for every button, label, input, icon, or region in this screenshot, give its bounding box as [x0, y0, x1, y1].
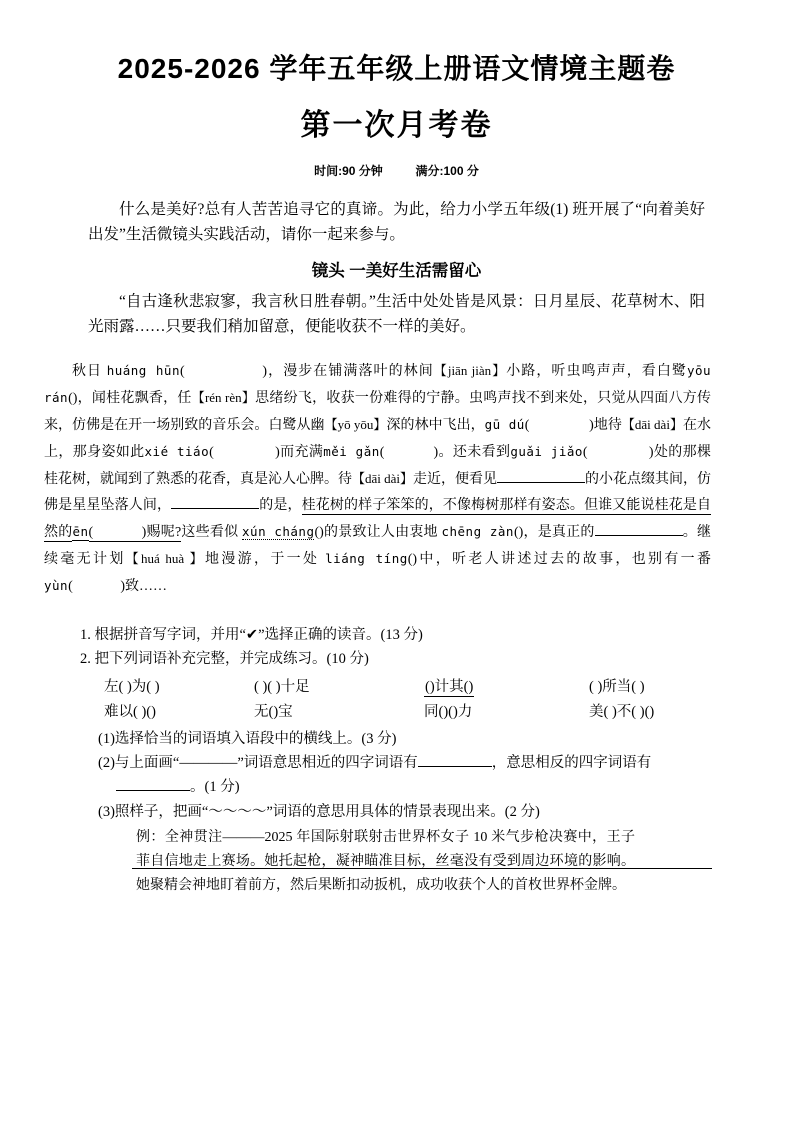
paren-8[interactable]: () [314, 525, 324, 541]
pinyin-chengzan: chēng zàn [441, 524, 514, 540]
passage-seg-9: 而充满 [279, 444, 324, 460]
questions-section [80, 623, 705, 898]
time-label: 时间:90 分钟 [314, 163, 383, 178]
table-row [104, 700, 729, 725]
passage-seg-14: 的是， [259, 498, 302, 514]
score-label: 满分:100 分 [415, 163, 479, 178]
cloze-passage [44, 359, 711, 601]
passage-seg-8: 在水上，那身姿如此 [44, 417, 712, 460]
paren-2[interactable]: () [68, 390, 78, 406]
pinyin-xunchang: xún cháng [242, 524, 315, 540]
pinyin-yun: yùn [44, 578, 69, 594]
sub-question-2-part-b: ，意思相反的四字词语有 [491, 754, 652, 771]
idiom-cell-r2c1[interactable]: 难以( )() [104, 703, 156, 720]
idiom-cell-r1c2[interactable]: ( )( )十足 [254, 678, 310, 695]
pinyin-en: ēn [72, 524, 89, 540]
answer-blank-similar[interactable] [418, 766, 492, 767]
paren-5[interactable]: ( ) [379, 444, 439, 460]
intro-section [88, 197, 705, 339]
passage-seg-7: 地待 [593, 417, 622, 433]
choice-daidai-1[interactable]: 【dāi dài】 [621, 416, 683, 432]
example-text: 2025 年国际射联射击世界杯女子 10 米气步枪决赛中，王子菲自信地走上赛场。她托起枪，凝神瞄准目标，丝毫没有受到周边环境的影响。她聚精会神地盯着前方，然后果断扣动扳机，成功收获个人的首枚世界杯金牌。 [136, 829, 635, 894]
pinyin-huanghun: huáng hūn [106, 363, 180, 379]
sub-question-2 [98, 751, 705, 775]
pinyin-guaijiao: guǎi jiǎo [510, 443, 583, 459]
sub-question-2-line-2 [116, 775, 705, 799]
blank-line-2[interactable] [171, 508, 259, 509]
passage-seg-11: 处的那棵桂花树，就闻到了熟悉的花香，真是沁人心脾。待 [44, 444, 712, 487]
pinyin-meigan: měi gǎn [323, 443, 380, 459]
passage-seg-6: 深的林中飞出， [386, 417, 485, 433]
idiom-cell-r1c4[interactable]: ( )所当( ) [589, 678, 645, 695]
passage-seg-10: 。还未看到 [438, 444, 511, 460]
underlined-phrase-1: 桂花树的样子笨笨的，不像梅树那样有姿态。 [301, 498, 585, 514]
choice-huahua[interactable]: 【huá huà 】 [125, 551, 206, 567]
idiom-cell-r2c4[interactable]: 美( )不( )() [589, 703, 655, 720]
sub-question-3: (3)照样子，把画“〜〜〜〜”词语的意思用具体的情景表现出来。(2 分) [98, 803, 540, 820]
scene-lead-paragraph: “自古逢秋悲寂寥，我言秋日胜春朝。”生活中处处皆是风景：日月星辰、花草树木、阳光雨露……只要我们稍加留意，便能收获不一样的美好。 [88, 292, 705, 335]
idiom-cell-r2c3[interactable]: 同()()力 [424, 703, 473, 720]
passage-seg-21: 中，听老人讲述过去的故事，也别有一番 [417, 552, 712, 568]
blank-line-3[interactable] [595, 535, 683, 536]
passage-seg-20: 地漫游，于一处 [205, 552, 326, 568]
blank-line-1[interactable] [497, 482, 585, 483]
idiom-cell-r2c2[interactable]: 无()宝 [254, 703, 293, 720]
paren-6[interactable]: ( ) [582, 444, 654, 460]
bottom-divider [132, 868, 712, 869]
idiom-completion-grid [104, 675, 729, 725]
paren-3[interactable]: ( ) [524, 417, 594, 433]
pinyin-xietiao: xié tiáo [144, 443, 210, 459]
paren-4[interactable]: ( ) [209, 444, 280, 460]
passage-seg-12: 走近，便看见 [413, 471, 498, 487]
pinyin-youran: yōu rán [44, 363, 712, 405]
sub-question-1: (1)选择恰当的词语填入语段中的横线上。(3 分) [98, 730, 397, 747]
choice-jianjian[interactable]: 【jiān jiàn】 [433, 363, 507, 379]
paren-10[interactable]: () [407, 552, 418, 568]
passage-seg-3: 小路，听虫鸣声声，看白鹭 [506, 364, 687, 380]
passage-seg-5: 思绪纷飞，收获一份难得的宁静。虫鸣声找不到来处，只觉从四面八方传来，仿佛是在开一场别致的音乐会。白鹭从幽 [44, 390, 712, 433]
answer-blank-opposite[interactable] [116, 790, 190, 791]
scene-heading: 镜头 一美好生活需留心 [311, 261, 482, 280]
choice-renren[interactable]: 【rén rèn】 [191, 389, 256, 405]
intro-paragraph: 什么是美好?总有人苦苦追寻它的真谛。为此，给力小学五年级(1) 班开展了“向着美好出发”生活微镜头实践活动，请你一起来参与。 [88, 200, 705, 243]
paren-11[interactable]: ( ) [68, 579, 126, 595]
exam-meta [0, 162, 793, 179]
passage-seg-22: 致…… [125, 579, 168, 595]
idiom-underlined-text: ()计其() [425, 678, 474, 695]
example-block [136, 826, 635, 898]
paren-7[interactable]: ( ) [88, 525, 147, 541]
passage-seg-18: ，是真正的 [523, 525, 595, 541]
question-1: 1. 根据拼音写字词，并用“✔”选择正确的读音。(13 分) [80, 626, 423, 643]
passage-seg-17: 的景致让人由衷地 [323, 525, 442, 541]
passage-seg-4: ，闻桂花飘香，任 [77, 390, 192, 406]
passage-seg-1: 秋日 [72, 364, 107, 380]
underlined-phrase-2: 但谁又能说桂花是自然的 [44, 498, 712, 541]
pinyin-gudu: gū dú [484, 416, 525, 432]
passage-seg-16: 这些看似 [181, 525, 243, 541]
page-title: 2025-2026 学年五年级上册语文情境主题卷 [117, 53, 676, 84]
idiom-cell-r1c1[interactable]: 左( )为( ) [104, 678, 160, 695]
table-row [104, 675, 729, 700]
pinyin-liangting: liáng tíng [325, 551, 408, 567]
passage-seg-13: 的小花点缀其间，仿佛是星星坠落人间， [44, 471, 712, 514]
paren-1[interactable]: ( ) [179, 364, 268, 380]
choice-youyou[interactable]: 【yō yōu】 [324, 416, 387, 432]
passage-seg-19: 。继续毫无计划 [44, 525, 712, 568]
paren-9[interactable]: () [513, 525, 524, 541]
page-subtitle: 第一次月考卷 [300, 108, 493, 142]
sub-question-2-part-a: (2)与上面画“————”词语意思相近的四字词语有 [98, 754, 418, 771]
question-2: 2. 把下列词语补充完整，并完成练习。(10 分) [80, 651, 369, 668]
choice-daidai-2[interactable]: 【dāi dài】 [352, 470, 414, 486]
example-label: 例：全神贯注——— [136, 829, 265, 845]
passage-seg-15: 赐呢? [146, 525, 182, 541]
idiom-cell-r1c3[interactable] [424, 675, 589, 700]
sub-question-2-part-c: 。(1 分) [190, 779, 240, 796]
passage-seg-2: ，漫步在铺满落叶的林间 [267, 364, 434, 380]
